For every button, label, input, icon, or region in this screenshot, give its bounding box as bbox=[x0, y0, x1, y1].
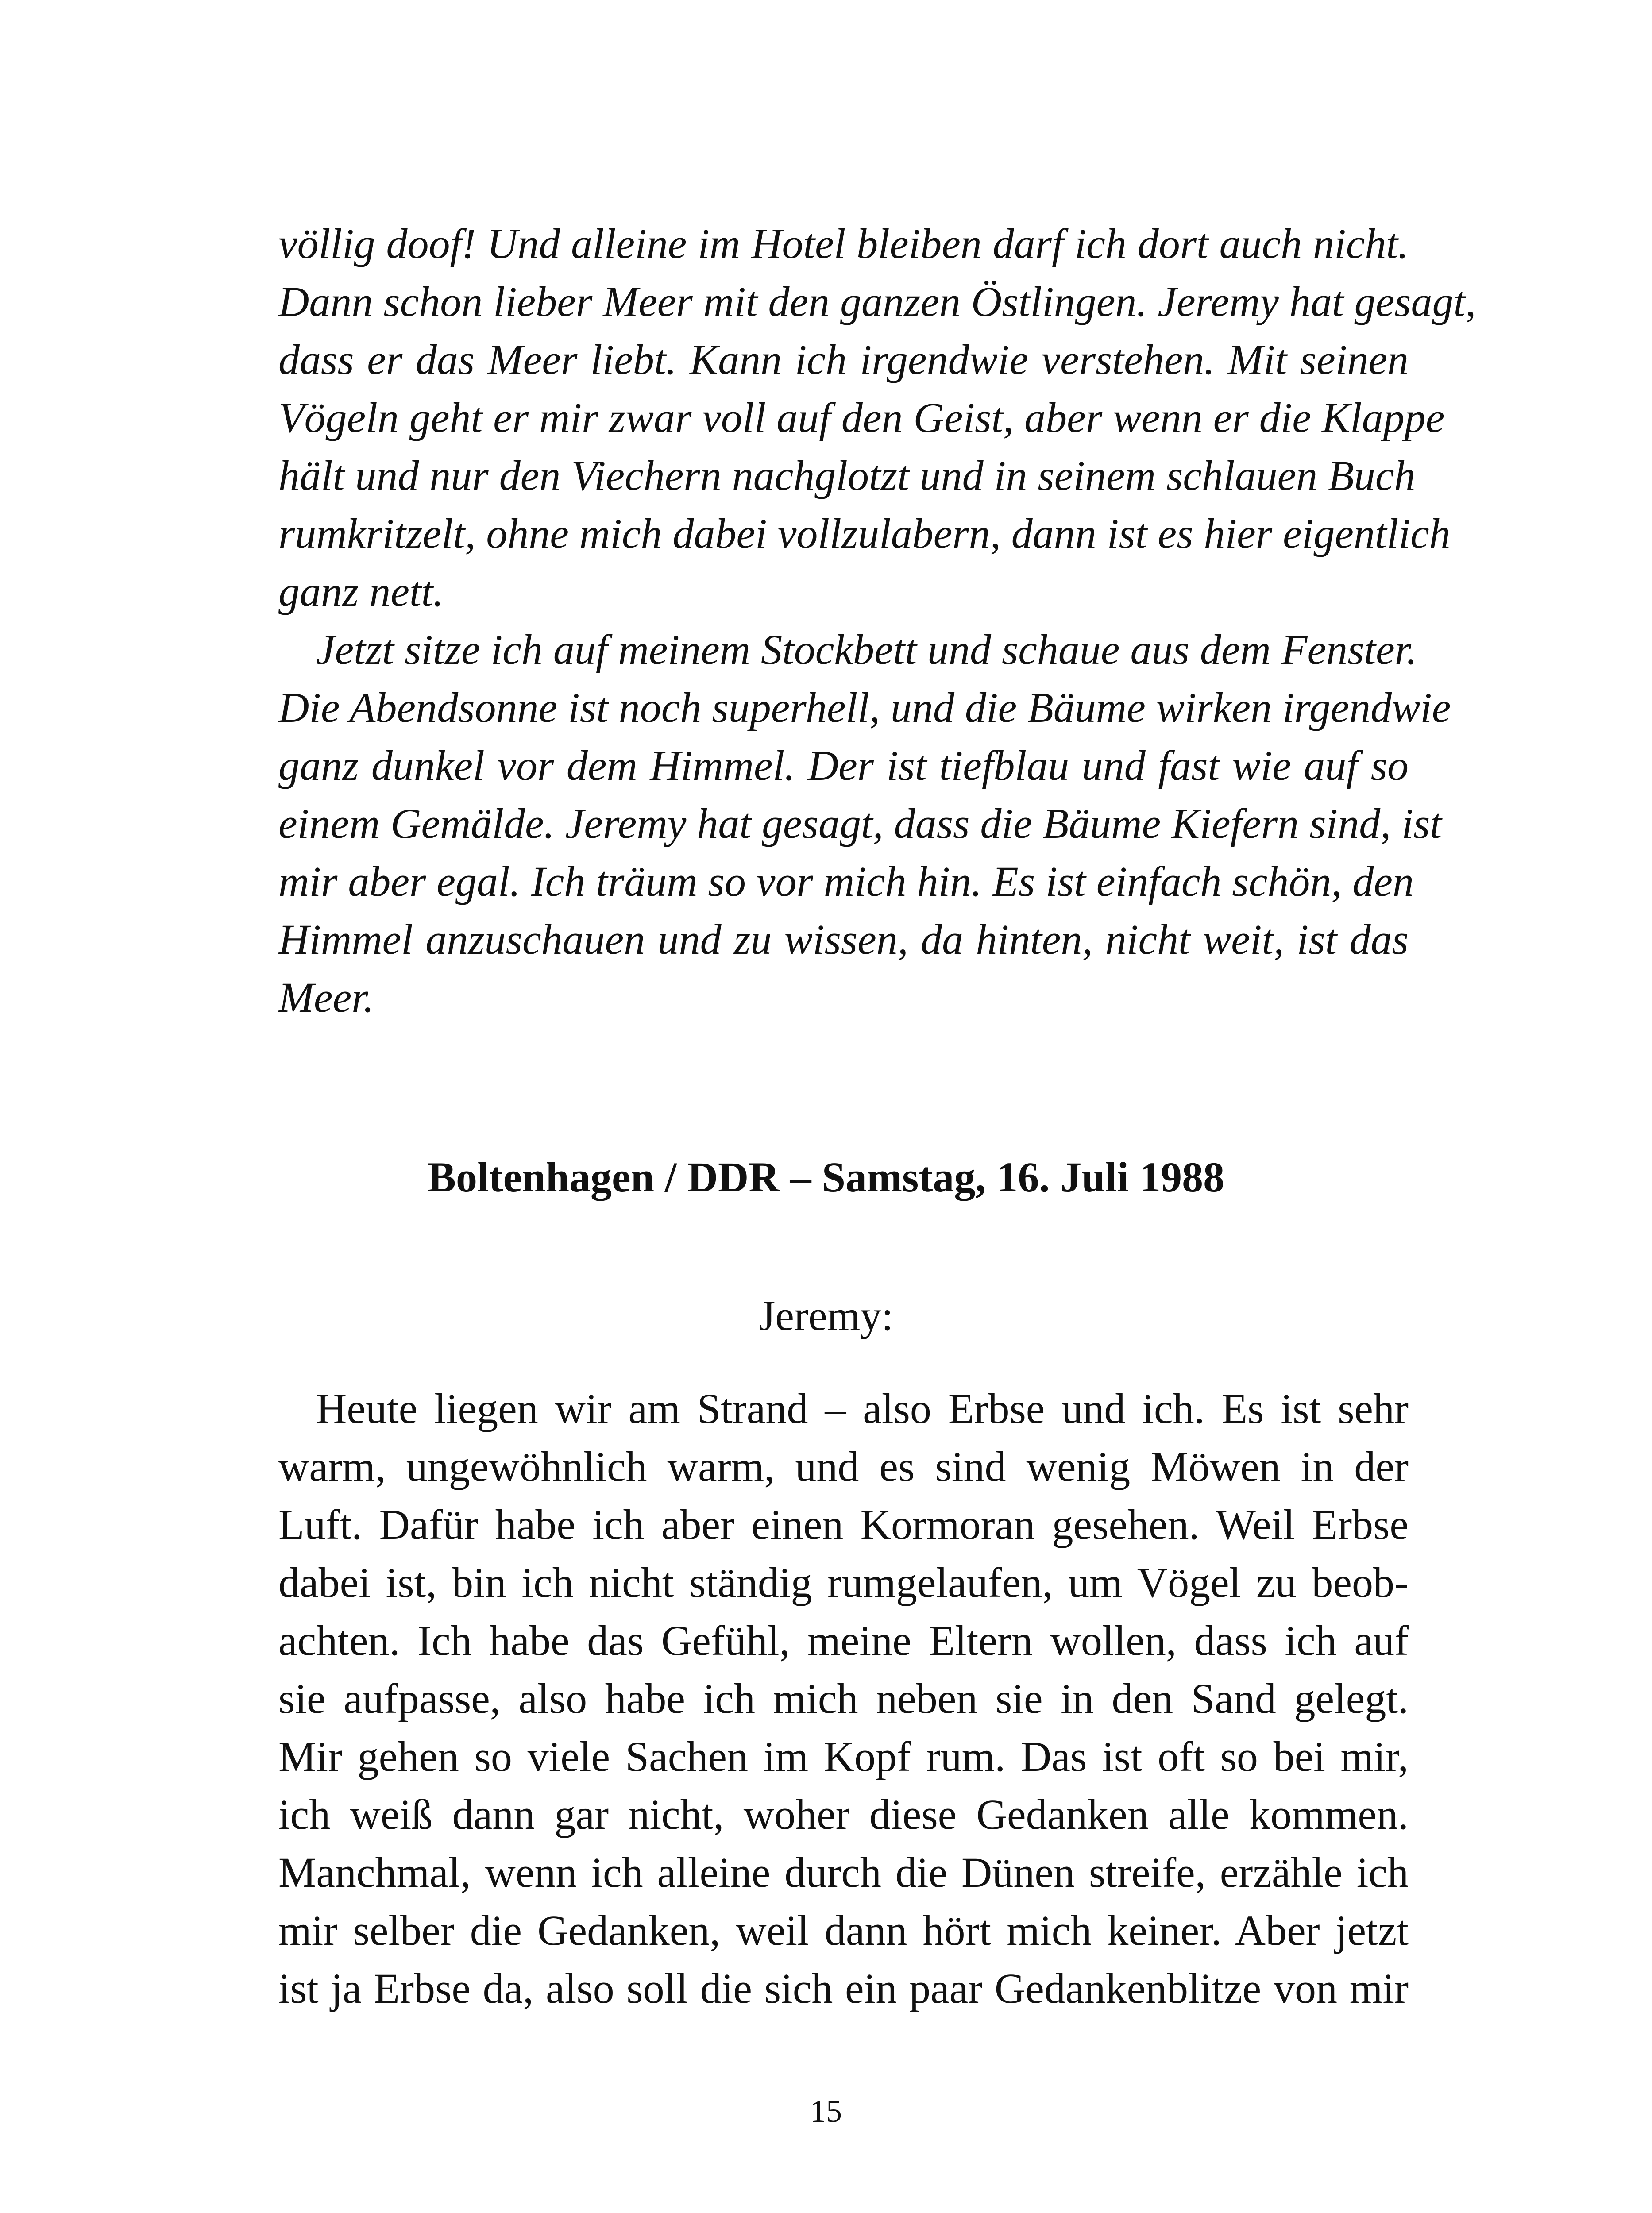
text-line: warm, ungewöhnlich warm, und es sind wenig Möwen in der bbox=[278, 1443, 1409, 1490]
text-line: sie aufpasse, also habe ich mich neben sie in den Sand gelegt. bbox=[278, 1675, 1409, 1722]
text-line: Meer. bbox=[278, 974, 374, 1021]
text-line: Vögeln geht er mir zwar voll auf den Geist, aber wenn er die Klappe bbox=[278, 394, 1445, 441]
text-line: Luft. Dafür habe ich aber einen Kormoran gesehen. Weil Erbse bbox=[278, 1501, 1409, 1548]
text-line: hält und nur den Viechern nachglotzt und in seinem schlauen Buch bbox=[278, 452, 1416, 499]
text-line: ganz nett. bbox=[278, 568, 444, 615]
text-line: Mir gehen so viele Sachen im Kopf rum. Das ist oft so bei mir, bbox=[278, 1733, 1409, 1780]
italic-diary-text bbox=[278, 215, 1476, 1026]
text-line: mir aber egal. Ich träum so vor mich hin. Es ist einfach schön, den bbox=[278, 858, 1414, 905]
text-line: Manchmal, wenn ich alleine durch die Dünen streife, erzähle ich bbox=[278, 1849, 1409, 1896]
text-line: Himmel anzuschauen und zu wissen, da hinten, nicht weit, ist das bbox=[278, 916, 1409, 963]
text-line: Die Abendsonne ist noch superhell, und die Bäume wirken irgendwie bbox=[278, 684, 1451, 731]
text-line: Jetzt sitze ich auf meinem Stockbett und schaue aus dem Fenster. bbox=[316, 626, 1417, 673]
text-line: ganz dunkel vor dem Himmel. Der ist tiefblau und fast wie auf so bbox=[278, 742, 1409, 789]
text-line: dass er das Meer liebt. Kann ich irgendwie verstehen. Mit seinen bbox=[278, 336, 1409, 383]
body-text bbox=[278, 1380, 1409, 2017]
text-line: ist ja Erbse da, also soll die sich ein paar Gedankenblitze von mir bbox=[278, 1965, 1409, 2012]
text-line: Dann schon lieber Meer mit den ganzen Östlingen. Jeremy hat gesagt, bbox=[278, 278, 1476, 325]
text-line: einem Gemälde. Jeremy hat gesagt, dass die Bäume Kiefern sind, ist bbox=[278, 800, 1442, 847]
speaker-label: Jeremy: bbox=[759, 1292, 893, 1339]
text-line: ich weiß dann gar nicht, woher diese Gedanken alle kommen. bbox=[278, 1791, 1409, 1838]
page-number: 15 bbox=[810, 2093, 842, 2129]
text-line: rumkritzelt, ohne mich dabei vollzulabern, dann ist es hier eigentlich bbox=[278, 510, 1451, 557]
text-line: Heute liegen wir am Strand – also Erbse und ich. Es ist sehr bbox=[316, 1385, 1409, 1432]
section-heading: Boltenhagen / DDR – Samstag, 16. Juli 1988 bbox=[427, 1153, 1225, 1201]
text-line: achten. Ich habe das Gefühl, meine Eltern wollen, dass ich auf bbox=[278, 1617, 1409, 1664]
text-line: völlig doof! Und alleine im Hotel bleiben darf ich dort auch nicht. bbox=[278, 220, 1409, 267]
text-line: mir selber die Gedanken, weil dann hört mich keiner. Aber jetzt bbox=[278, 1907, 1409, 1954]
text-line: dabei ist, bin ich nicht ständig rumgelaufen, um Vögel zu beob- bbox=[278, 1559, 1409, 1606]
